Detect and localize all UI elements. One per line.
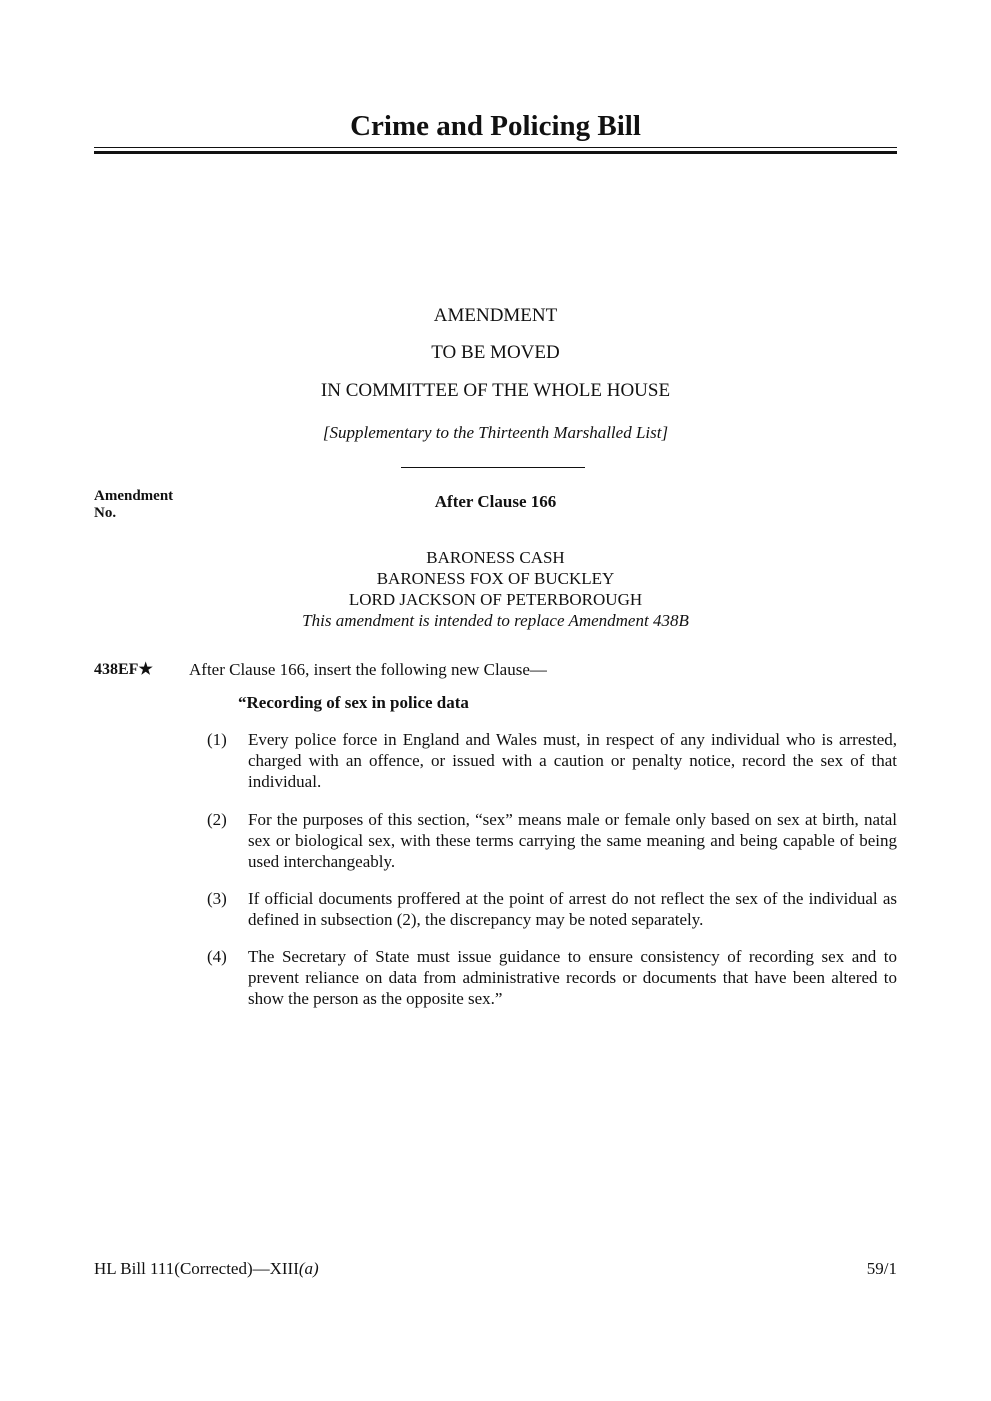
clause-heading: “Recording of sex in police data: [238, 693, 469, 712]
subsection-2: [207, 809, 897, 872]
title-rule-thick: [94, 151, 897, 154]
amendment-label-line2: No.: [94, 505, 117, 521]
section-heading: After Clause 166: [434, 492, 557, 511]
amendment-number: 438EF★: [94, 661, 153, 678]
amendment-label-line1: Amendment: [94, 488, 174, 504]
sponsor-name: LORD JACKSON OF PETERBOROUGH: [348, 590, 643, 609]
subsection-text: Every police force in England and Wales must, in respect of any individual who is arrested, charged with an offence, or issued with a caution or penalty notice, record the sex of that individual.: [248, 730, 897, 791]
bill-title: Crime and Policing Bill: [350, 110, 641, 142]
amendment-heading: AMENDMENT: [433, 305, 558, 326]
subsection-number: (4): [207, 947, 227, 966]
subsection-number: (1): [207, 730, 227, 749]
amendment-intro: After Clause 166, insert the following new Clause—: [189, 660, 547, 679]
to-be-moved-heading: TO BE MOVED: [431, 342, 560, 363]
subsection-text: If official documents proffered at the point of arrest do not reflect the sex of the individual as defined in subsection (2), the discrepancy may be noted separately.: [248, 889, 897, 929]
subsection-number: (2): [207, 810, 227, 829]
page-number: 59/1: [866, 1259, 897, 1278]
sponsor-list: [0, 547, 991, 631]
bill-reference-suffix: (a): [298, 1259, 319, 1278]
committee-heading: IN COMMITTEE OF THE WHOLE HOUSE: [320, 380, 671, 401]
subsection-4: [207, 946, 897, 1009]
subsection-text: The Secretary of State must issue guidance to ensure consistency of recording sex and to prevent reliance on data from administrative records or documents that have been altered to show the person as the opposite sex.”: [248, 947, 897, 1008]
bill-reference: [94, 1258, 319, 1280]
subsection-number: (3): [207, 889, 227, 908]
sponsor-name: BARONESS FOX OF BUCKLEY: [376, 569, 615, 588]
subsection-1: [207, 729, 897, 792]
section-divider: [401, 467, 585, 468]
sponsor-name: BARONESS CASH: [426, 548, 565, 567]
title-rule-thin: [94, 147, 897, 148]
subsection-3: [207, 888, 897, 930]
supplementary-note: [Supplementary to the Thirteenth Marshalled List]: [322, 423, 669, 442]
bill-reference-text: HL Bill 111(Corrected)—XIII: [94, 1259, 299, 1278]
subsection-text: For the purposes of this section, “sex” means male or female only based on sex at birth, natal sex or biological sex, with these terms carrying the same meaning and being capable of being used interchangeably.: [248, 810, 897, 871]
replacement-note: This amendment is intended to replace Amendment 438B: [302, 611, 689, 630]
